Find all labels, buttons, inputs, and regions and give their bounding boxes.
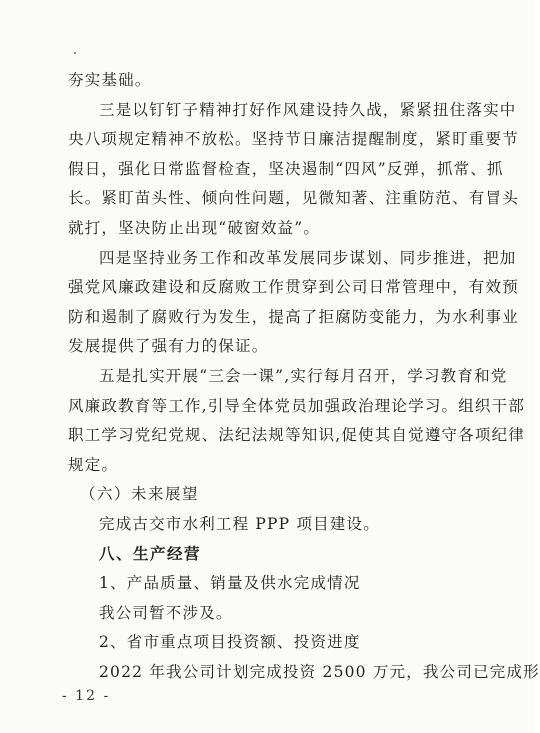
text-line: 长。紧盯苗头性、倾向性问题，见微知著、注重防范、有冒头 bbox=[68, 189, 519, 208]
text-line: 强党风廉政建设和反腐败工作贯穿到公司日常管理中，有效预 bbox=[68, 278, 519, 297]
text-line: 防和遏制了腐败行为发生，提高了拒腐防变能力，为水利事业 bbox=[68, 307, 519, 326]
page-number: - 12 - bbox=[62, 688, 111, 704]
paragraph-start: 我公司暂不涉及。 bbox=[99, 603, 233, 622]
text-line: 夯实基础。 bbox=[68, 71, 152, 89]
body-text bbox=[68, 66, 540, 687]
section-heading: 八、生产经营 bbox=[99, 544, 202, 563]
text-line: 风廉政教育等工作,引导全体党员加强政治理论学习。组织干部 bbox=[68, 396, 526, 415]
text-line: 规定。 bbox=[68, 455, 119, 474]
text-line: 就打，坚决防止出现“破窗效益”。 bbox=[68, 218, 321, 237]
paragraph-start: 三是以钉钉子精神打好作风建设持久战，紧紧扭住落实中 bbox=[99, 100, 517, 119]
section-subheading: （六）未来展望 bbox=[80, 485, 200, 504]
item-heading: 1、产品质量、销量及供水完成情况 bbox=[99, 574, 361, 593]
scan-speck bbox=[74, 52, 76, 54]
text-line: 央八项规定精神不放松。坚持节日廉洁提醒制度，紧盯重要节 bbox=[68, 130, 519, 149]
item-heading: 2、省市重点项目投资额、投资进度 bbox=[99, 633, 361, 652]
paragraph-start: 四是坚持业务工作和改革发展同步谋划、同步推进，把加 bbox=[99, 248, 517, 267]
text-line: 职工学习党纪党规、法纪法规等知识,促使其自觉遵守各项纪律 bbox=[68, 426, 526, 445]
text-line: 发展提供了强有力的保证。 bbox=[68, 337, 269, 356]
paragraph-start: 2022 年我公司计划完成投资 2500 万元，我公司已完成形 bbox=[99, 662, 540, 681]
text-line: 假日，强化日常监督检查，坚决遏制“四风”反弹，抓常、抓 bbox=[68, 159, 504, 178]
paragraph-start: 完成古交市水利工程 PPP 项目建设。 bbox=[99, 514, 380, 533]
paragraph-start: 五是扎实开展“三会一课”,实行每月召开，学习教育和党 bbox=[99, 366, 508, 385]
